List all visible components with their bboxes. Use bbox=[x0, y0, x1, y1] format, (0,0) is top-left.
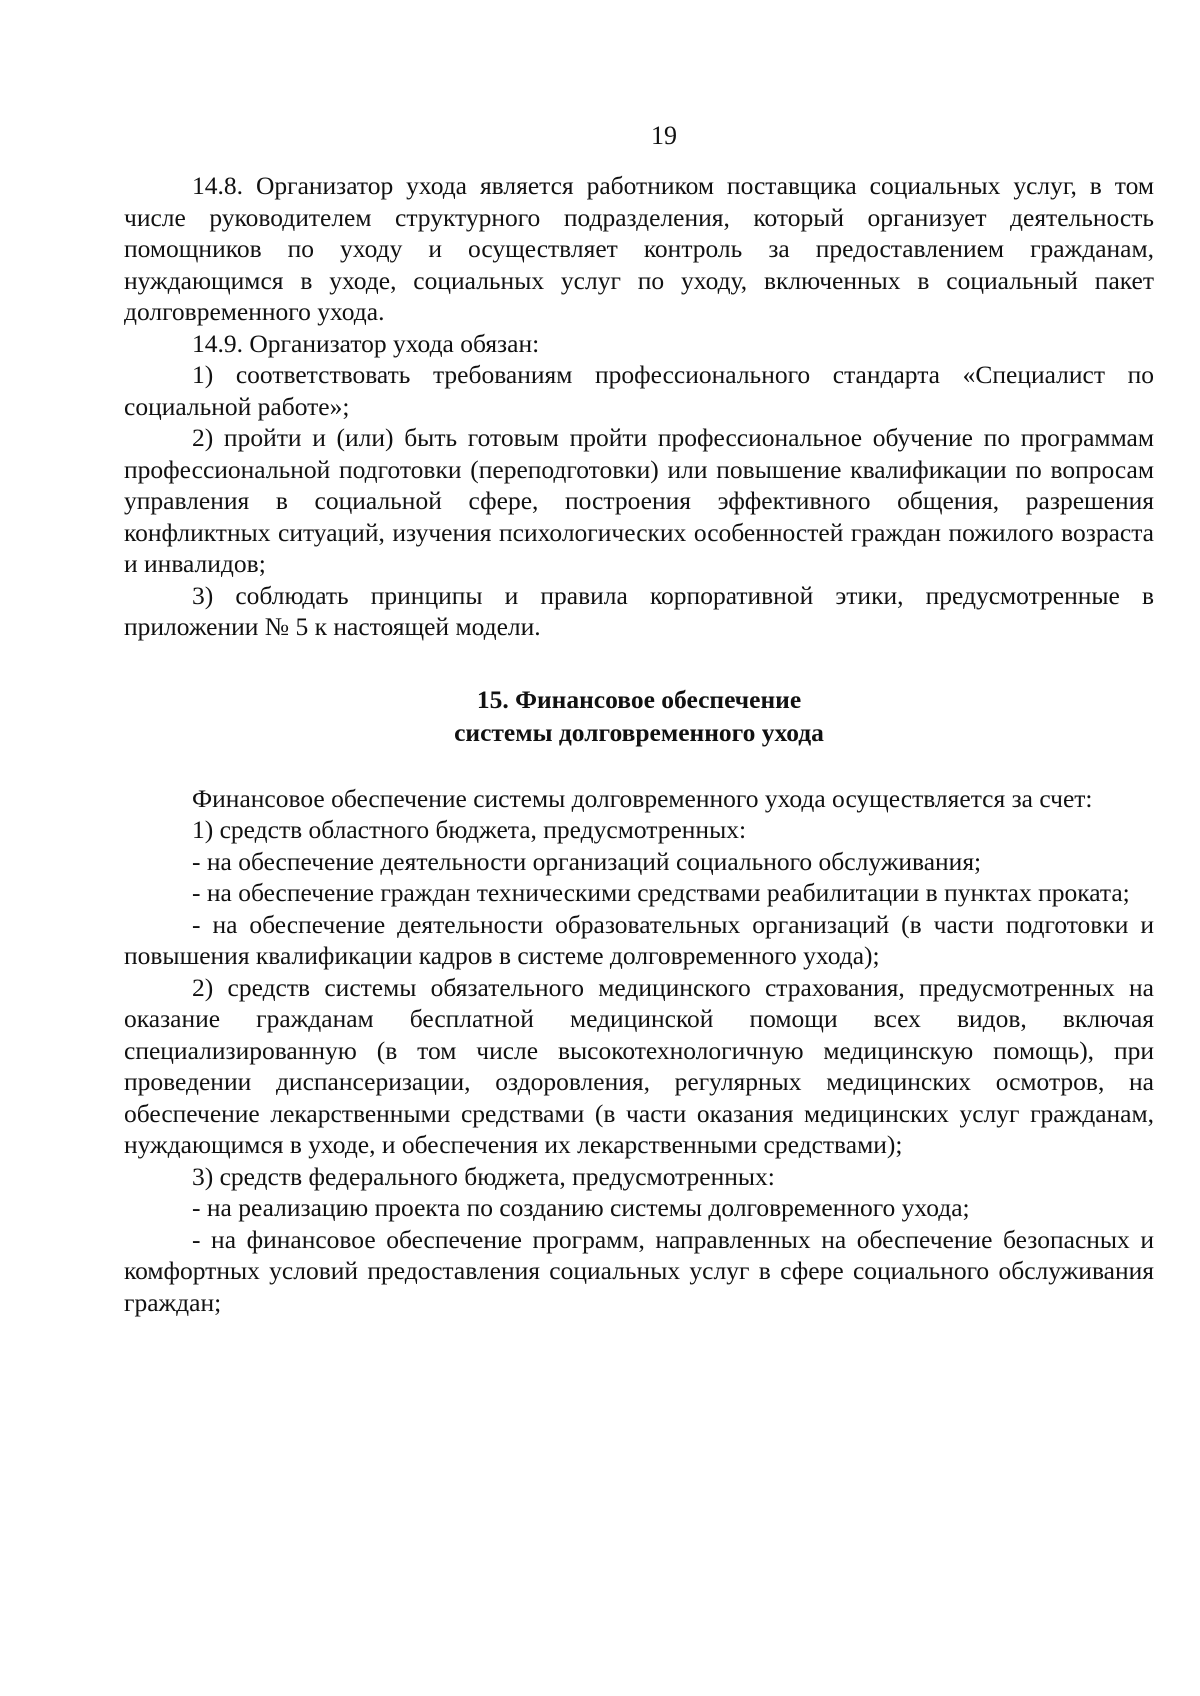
financing-item-3-federal-budget: 3) средств федерального бюджета, предусмотренных: bbox=[192, 1161, 775, 1191]
financing-intro: Финансовое обеспечение системы долговременного ухода осуществляется за счет: bbox=[192, 783, 1093, 813]
list-item-3-ethics: 3) соблюдать принципы и правила корпоративной этики, предусмотренные в приложении № 5 к настоящей модели. bbox=[124, 580, 1154, 641]
paragraph-14-9: 14.9. Организатор ухода обязан: bbox=[192, 328, 540, 358]
financing-subitem-project: - на реализацию проекта по созданию системы долговременного ухода; bbox=[192, 1193, 970, 1222]
section-heading bbox=[124, 683, 1154, 749]
document-page bbox=[124, 120, 1154, 1318]
financing-item-2-medical-insurance: 2) средств системы обязательного медицинского страхования, предусмотренных на оказание гражданам бесплатной медицинской помощи всех видов, включая специализированную (в том числе высокотехнологичную медицинскую помощь), при проведении диспансеризации, оздоровления, регулярных медицинских осмотров, на обеспечение лекарственными средствами (в части оказания медицинских услуг гражданам, нуждающимся в уходе, и обеспечения их лекарственными средствами); bbox=[124, 972, 1154, 1159]
spacer bbox=[124, 749, 1154, 783]
financing-subitem-social-services: - на обеспечение деятельности организаций социального обслуживания; bbox=[192, 846, 982, 876]
financing-subitem-programs: - на финансовое обеспечение программ, направленных на обеспечение безопасных и комфортных условий предоставления социальных услуг в сфере социального обслуживания граждан; bbox=[124, 1224, 1154, 1317]
financing-subitem-rehab-means: - на обеспечение граждан техническими средствами реабилитации в пунктах проката; bbox=[192, 878, 1130, 907]
financing-item-1-regional-budget: 1) средств областного бюджета, предусмотренных: bbox=[192, 815, 747, 844]
paragraph-14-8: 14.8. Организатор ухода является работником поставщика социальных услуг, в том числе руководителем структурного подразделения, который организует деятельность помощников по уходу и осуществляет контроль за предоставлением гражданам, нуждающимся в уходе, социальных услуг по уходу, включенных в социальный пакет долговременного ухода. bbox=[124, 171, 1154, 326]
section-heading-line-1: 15. Финансовое обеспечение bbox=[476, 684, 802, 714]
list-item-2-training: 2) пройти и (или) быть готовым пройти профессиональное обучение по программам профессиональной подготовки (переподготовки) или повышение квалификации по вопросам управления в социальной сфере, построения эффективного общения, разрешения конфликтных ситуаций, изучения психологических особенностей граждан пожилого возраста и инвалидов; bbox=[124, 423, 1154, 578]
page-number: 19 bbox=[651, 121, 677, 150]
section-heading-line-2: системы долговременного ухода bbox=[454, 717, 824, 747]
list-item-1-professional-standard: 1) соответствовать требованиям профессионального стандарта «Специалист по социальной работе»; bbox=[124, 360, 1154, 421]
financing-subitem-education: - на обеспечение деятельности образовательных организаций (в части подготовки и повышения квалификации кадров в системе долговременного ухода); bbox=[124, 909, 1154, 970]
